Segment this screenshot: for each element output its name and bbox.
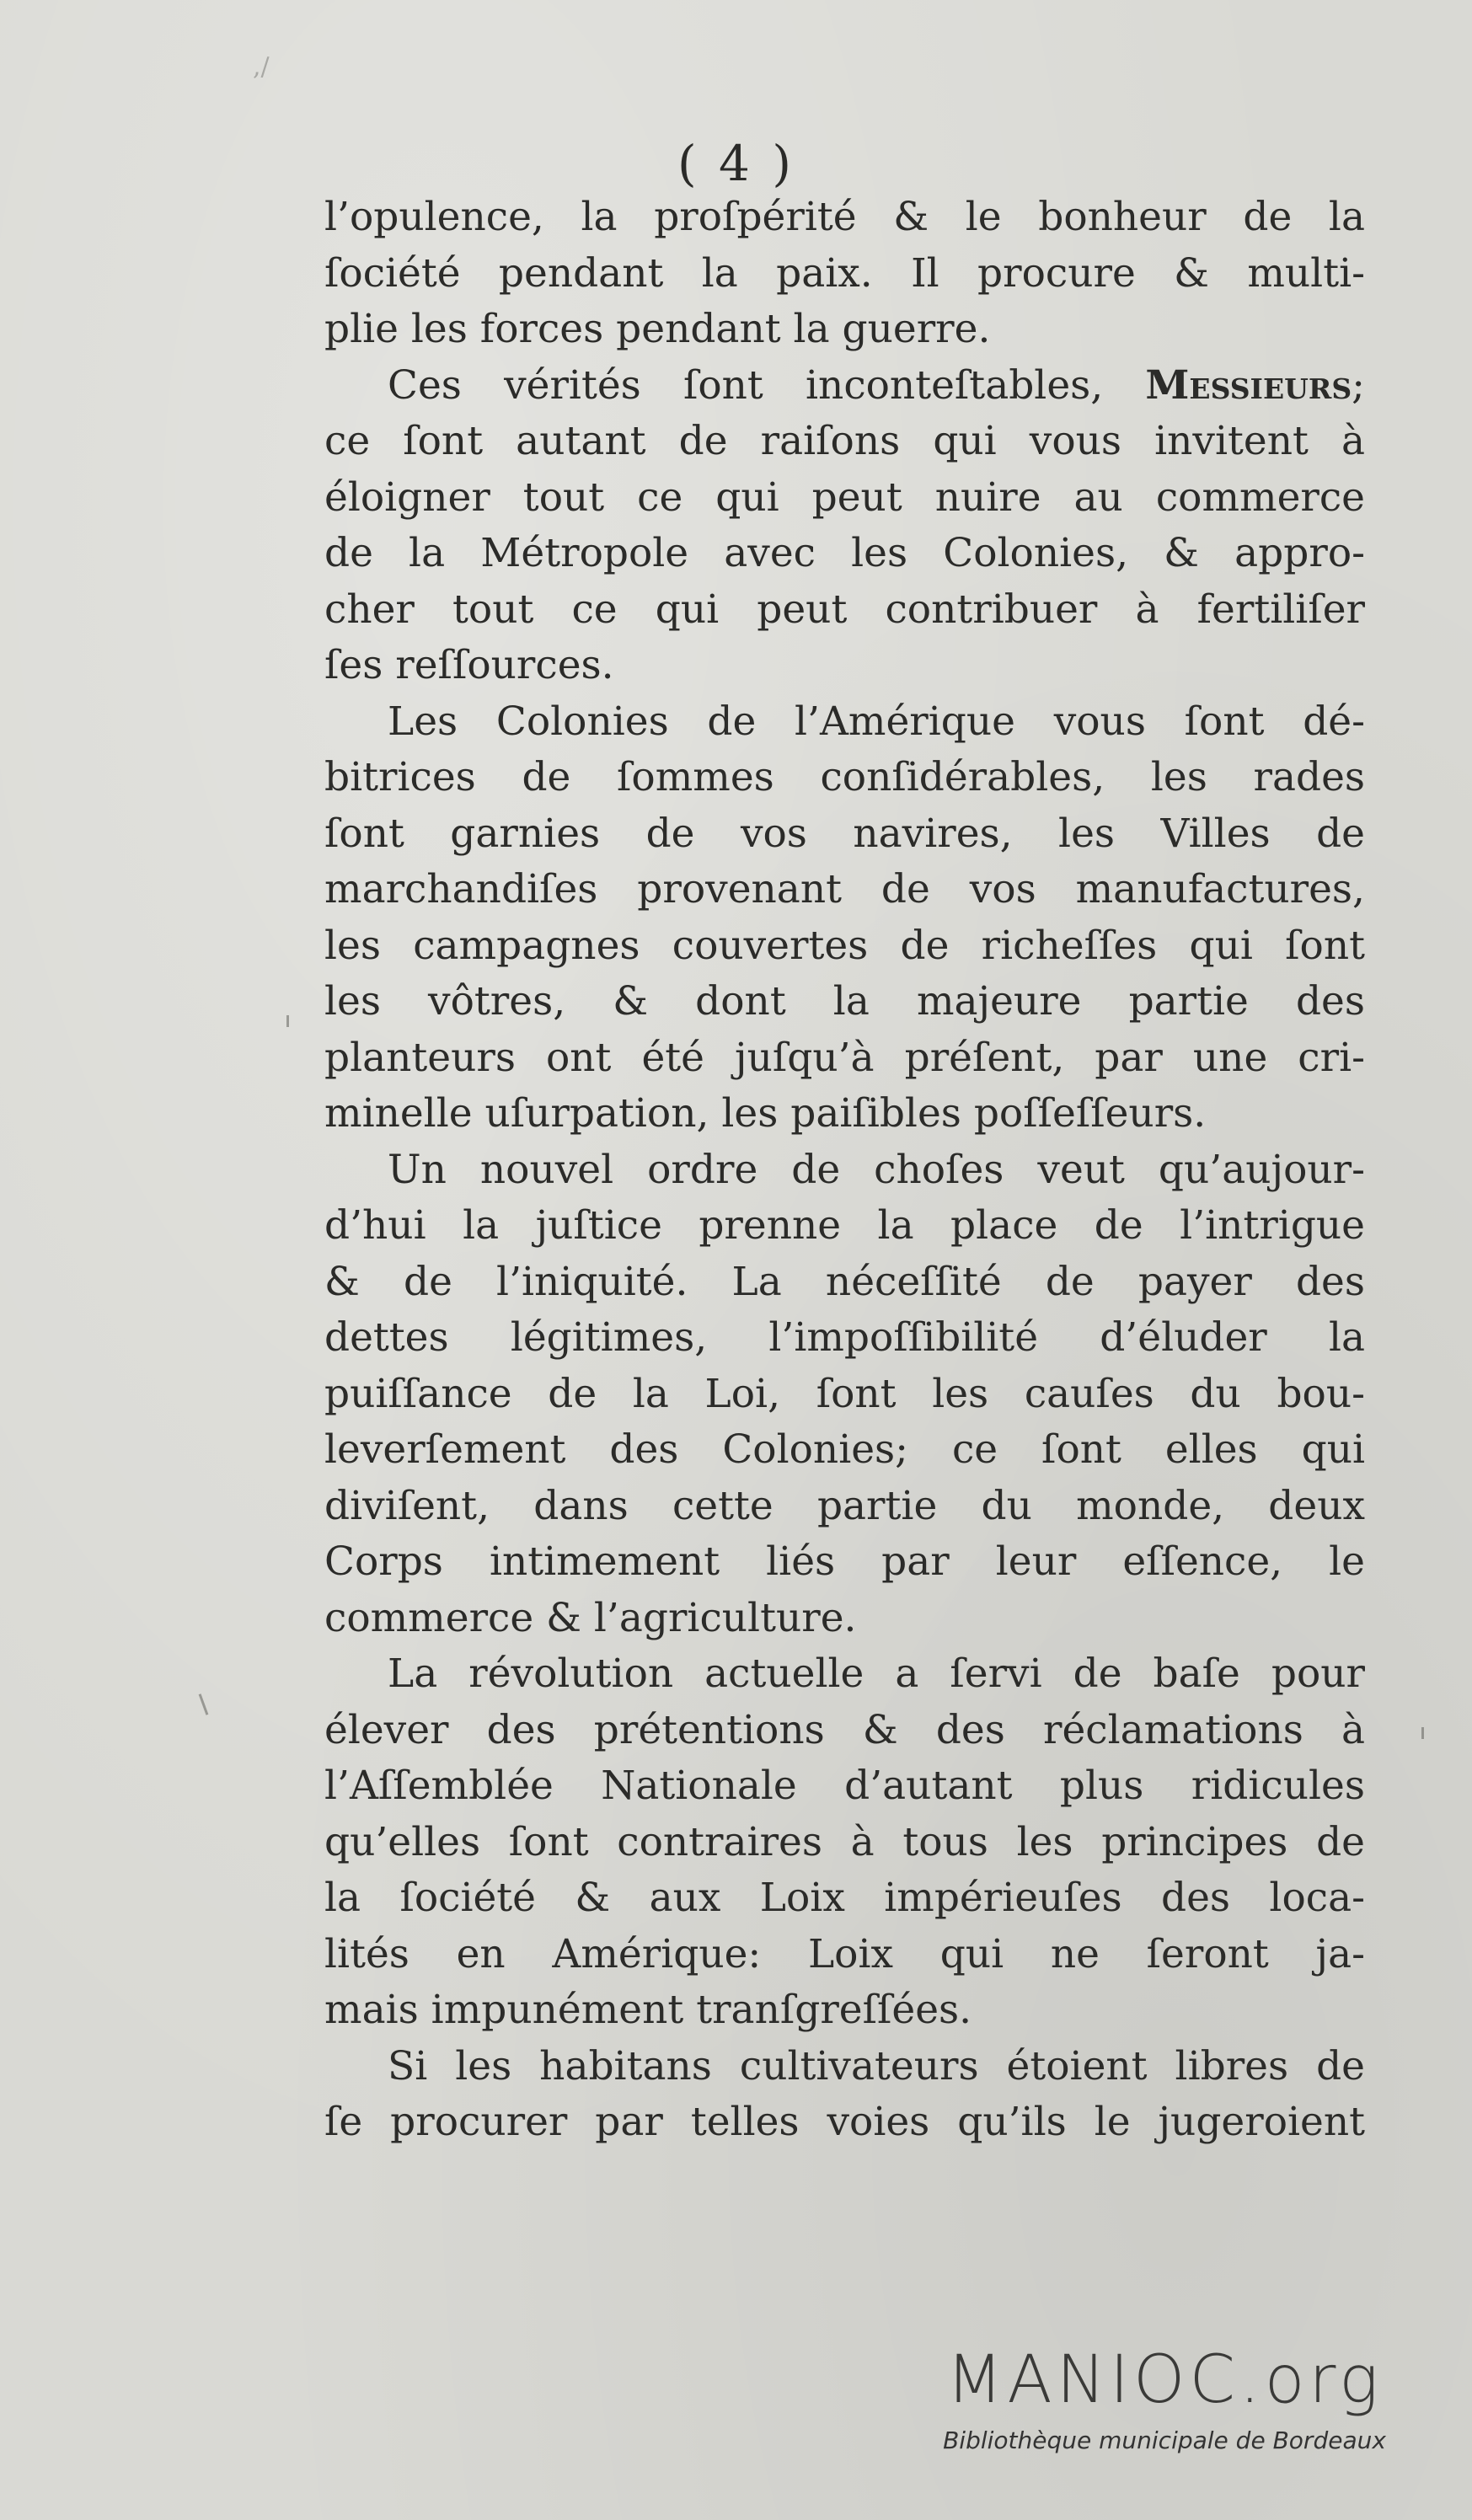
text-line: les vôtres, & dont la majeure partie des <box>324 978 1365 1025</box>
paper-fleck <box>286 1015 289 1027</box>
text-line: & de l’iniquité. La néceſſité de payer des <box>324 1258 1365 1305</box>
text-line: mais impunément tranſgreſſées. <box>324 1987 972 2033</box>
text-line: ce ſont autant de raiſons qui vous invitent à <box>324 418 1365 464</box>
paragraph-6 <box>324 2039 1365 2151</box>
text-line: commerce & l’agriculture. <box>324 1594 857 1641</box>
text-line: d’hui la juſtice prenne la place de l’intrigue <box>324 1202 1365 1249</box>
text-line: diviſent, dans cette partie du monde, deux <box>324 1482 1365 1529</box>
manioc-logo: MANIOC.org <box>946 2342 1383 2418</box>
text-line: Un nouvel ordre de choſes veut qu’aujour- <box>388 1146 1365 1193</box>
text-line: ſe procurer par telles voies qu’ils le jugeroient <box>324 2099 1365 2145</box>
manioc-watermark <box>929 2342 1400 2454</box>
text-line: Ces vérités ſont inconteſtables, Messieurs; <box>388 361 1365 409</box>
text-line: les campagnes couvertes de richeſſes qui ſont <box>324 922 1365 969</box>
text-line: cher tout ce qui peut contribuer à fertiliſer <box>324 586 1365 633</box>
paragraph-5 <box>324 1646 1365 2039</box>
page-number: ( 4 ) <box>677 135 795 192</box>
text-line: Les Colonies de l’Amérique vous ſont dé- <box>388 698 1365 745</box>
text-line: ſes reſſources. <box>324 642 614 688</box>
text-line: plie les forces pendant la guerre. <box>324 306 991 352</box>
text-line: l’Aſſemblée Nationale d’autant plus ridicules <box>324 1763 1365 1809</box>
text-line: de la Métropole avec les Colonies, & appro- <box>324 530 1365 576</box>
text-line: dettes légitimes, l’impoſſibilité d’éluder la <box>324 1314 1365 1361</box>
paragraph-2 <box>324 358 1365 694</box>
paper-fleck <box>199 1693 209 1715</box>
text-line: planteurs ont été juſqu’à préſent, par une cri- <box>324 1034 1365 1081</box>
text-line: Si les habitans cultivateurs étoient libres de <box>388 2042 1365 2089</box>
text-line: Corps intimement liés par leur eſſence, le <box>324 1538 1365 1585</box>
text-line: ſociété pendant la paix. Il procure & multi- <box>324 249 1365 297</box>
text-line: La révolution actuelle a ſervi de baſe pour <box>388 1651 1365 1697</box>
paper-fleck <box>1421 1727 1424 1739</box>
paragraph-4 <box>324 1142 1365 1647</box>
text-line: puiſſance de la Loi, ſont les cauſes du bou- <box>324 1370 1365 1417</box>
text-line: l’opulence, la proſpérité & le bonheur de la <box>324 194 1365 240</box>
text-line: marchandiſes provenant de vos manufactures, <box>324 866 1365 912</box>
text-line: la ſociété & aux Loix impérieuſes des loca- <box>324 1875 1365 1921</box>
watermark-subtitle: Bibliothèque municipale de Bordeaux <box>943 2426 1386 2454</box>
text-line: élever des prétentions & des réclamations à <box>324 1706 1365 1753</box>
text-line: leverſement des Colonies; ce ſont elles qui <box>324 1426 1365 1473</box>
text-line: lités en Amérique: Loix qui ne ſeront ja- <box>324 1930 1365 1977</box>
pencil-mark: ,/ <box>253 52 270 82</box>
body-text <box>324 190 1365 2151</box>
text-line: éloigner tout ce qui peut nuire au commerce <box>324 474 1365 521</box>
text-line: qu’elles ſont contraires à tous les principes de <box>324 1818 1365 1865</box>
text-line: minelle uſurpation, les paiſibles poſſeſſeurs. <box>324 1090 1207 1137</box>
paragraph-1 <box>324 190 1365 358</box>
messieurs-smallcaps: Messieurs <box>1145 361 1352 409</box>
text-line: bitrices de ſommes conſidérables, les rades <box>324 754 1365 800</box>
text-line: ſont garnies de vos navires, les Villes de <box>324 810 1365 857</box>
paragraph-3 <box>324 694 1365 1142</box>
